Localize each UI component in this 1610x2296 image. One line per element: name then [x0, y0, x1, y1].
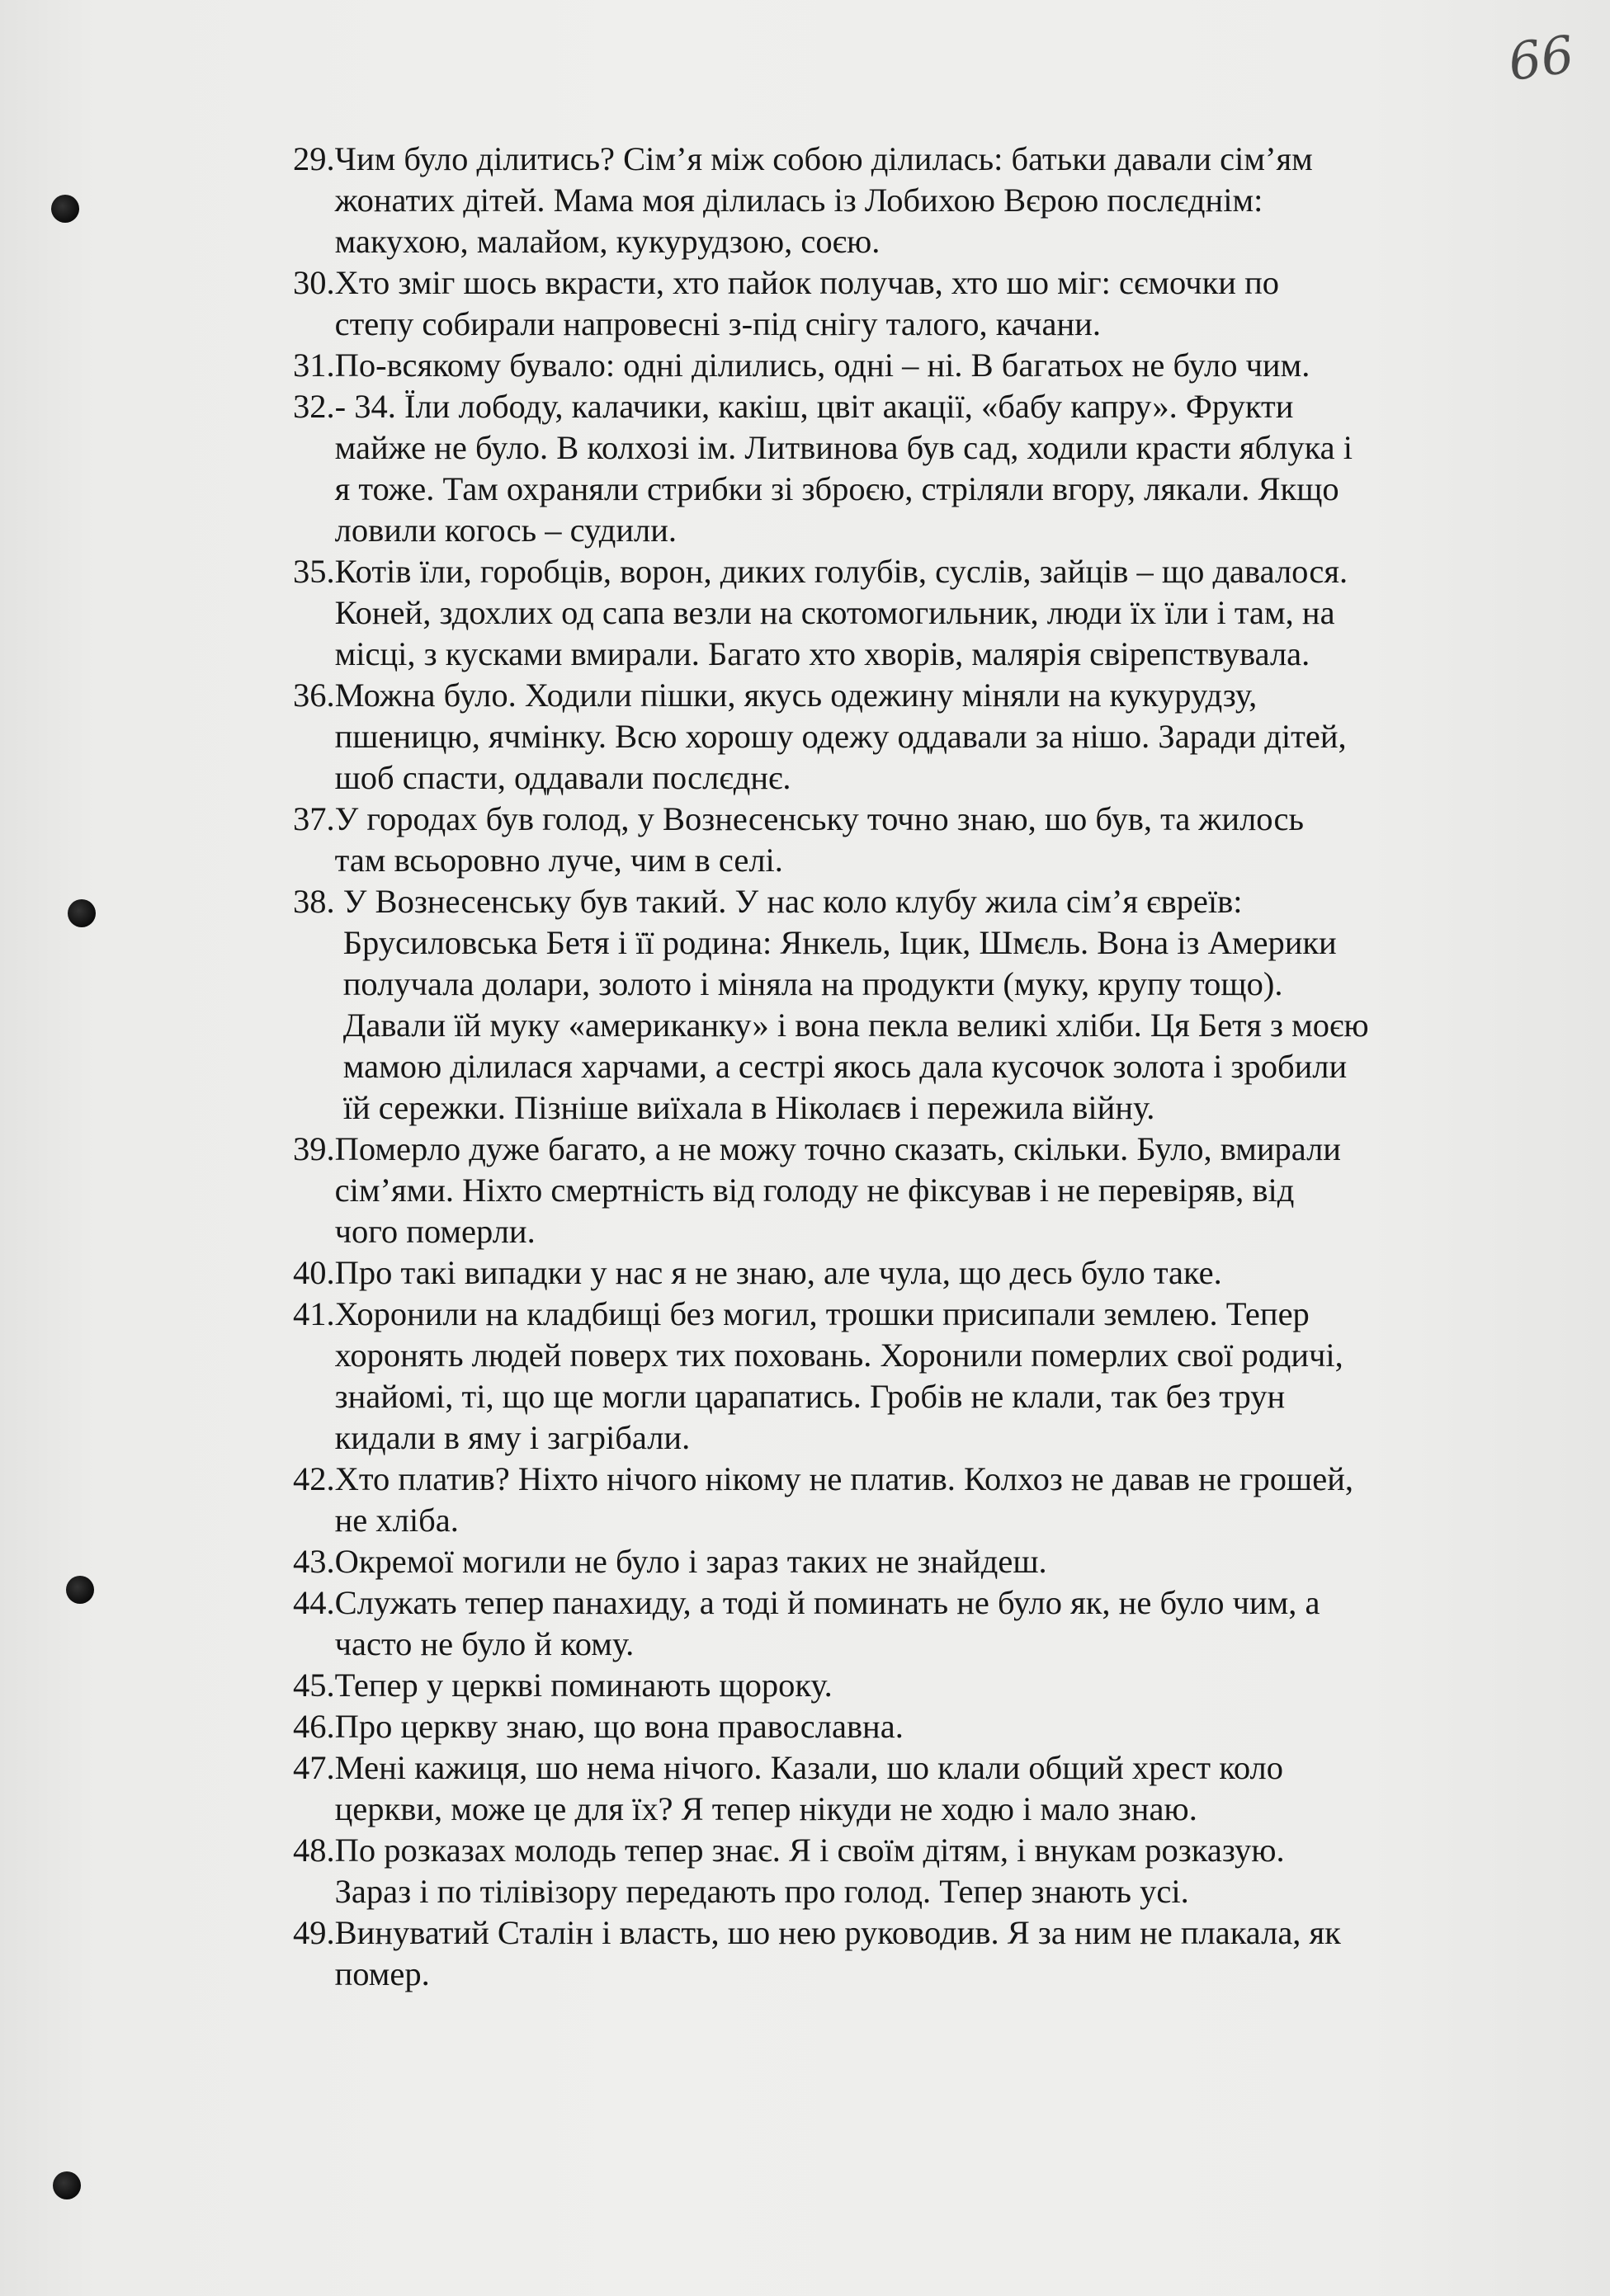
answer-item [293, 675, 1531, 799]
answer-text-line: ловили когось – судили. [334, 512, 677, 549]
answer-text-line: часто не було й кому. [334, 1625, 635, 1662]
answer-text-line: Окремої могили не було і зараз таких не знайдеш. [334, 1543, 1047, 1580]
answer-number: 48. [293, 1832, 335, 1869]
answer-item [293, 262, 1531, 345]
answer-text [335, 386, 1353, 551]
answer-item [293, 1912, 1531, 1995]
answer-number: 38. [293, 883, 343, 920]
answer-item [293, 1252, 1531, 1294]
answer-text [335, 262, 1279, 345]
answer-text-line: Можна було. Ходили пішки, якусь одежину міняли на кукурудзу, [334, 677, 1258, 714]
answers-list [293, 139, 1531, 1995]
answer-number: 36. [293, 677, 335, 714]
answer-text-line: шоб спасти, оддавали послєднє. [334, 759, 791, 796]
answer-number: 49. [293, 1914, 335, 1951]
answer-text-line: Про такі випадки у нас я не знаю, але чула, що десь було таке. [334, 1254, 1222, 1291]
answer-text-line: Винуватий Сталін і власть, шо нею руководив. Я за ним не плакала, як [334, 1914, 1341, 1951]
answer-text [335, 1294, 1343, 1459]
answer-text-line: помер. [334, 1955, 430, 1992]
answer-item [293, 1706, 1531, 1747]
answer-text [335, 1912, 1341, 1995]
answer-item [293, 1830, 1531, 1912]
answer-text-line: місці, з кусками вмирали. Багато хто хворів, малярія свірепствувала. [334, 635, 1310, 672]
answer-text-line: Про церкву знаю, що вона православна. [334, 1708, 904, 1745]
answer-item [293, 799, 1531, 881]
answer-text-line: Чим було ділитись? Сім’я між собою ділилась: батьки давали сім’ям [334, 140, 1313, 177]
answer-number: 42. [293, 1460, 335, 1497]
answer-text [335, 1706, 904, 1747]
answer-item [293, 1294, 1531, 1459]
answer-number: 35. [293, 553, 335, 590]
answer-text [335, 139, 1313, 262]
answer-text [335, 1747, 1283, 1830]
answer-text [343, 881, 1369, 1129]
punch-hole-icon [66, 1576, 94, 1604]
answer-item [293, 386, 1531, 551]
answer-text [335, 1129, 1341, 1252]
answer-number: 32. [293, 388, 335, 425]
answer-number: 30. [293, 264, 335, 301]
answer-item [293, 1459, 1531, 1541]
answer-text [335, 799, 1304, 881]
answer-text-line: Мені кажиця, шо нема нічого. Казали, шо клали общий хрест коло [334, 1749, 1283, 1786]
answer-text-line: пшеницю, ячмінку. Всю хорошу одежу оддавали за нішо. Заради дітей, [334, 718, 1347, 755]
answer-text-line: Коней, здохлих од сапа везли на скотомогильник, люди їх їли і там, на [334, 594, 1335, 631]
answer-item [293, 1582, 1531, 1665]
answer-text-line: Померло дуже багато, а не можу точно сказать, скільки. Було, вмирали [334, 1130, 1341, 1167]
answer-number: 43. [293, 1543, 335, 1580]
answer-item [293, 1665, 1531, 1706]
answer-text-line: мамою ділилася харчами, а сестрі якось дала кусочок золота і зробили [342, 1048, 1348, 1085]
answer-text-line: знайомі, ті, що ще могли царапатись. Гробів не клали, так без трун [334, 1378, 1286, 1415]
answer-text [335, 1252, 1222, 1294]
answer-text-line: По-всякому бувало: одні ділились, одні – ні. В багатьох не було чим. [334, 347, 1310, 384]
answer-text-line: сім’ями. Ніхто смертність від голоду не фіксував і не перевіряв, від [334, 1172, 1295, 1209]
answer-item [293, 1541, 1531, 1582]
answer-number: 37. [293, 800, 335, 837]
answer-text-line: Брусиловська Бетя і її родина: Янкель, Іцик, Шмєль. Вона із Америки [342, 924, 1337, 961]
answer-text-line: жонатих дітей. Мама моя ділилась із Лобихою Вєрою послєднім: [334, 182, 1263, 219]
answer-number: 45. [293, 1667, 335, 1704]
answer-text-line: хоронять людей поверх тих поховань. Хоронили померлих свої родичі, [334, 1337, 1343, 1374]
answer-text [335, 1459, 1353, 1541]
answer-text-line: Давали їй муку «американку» і вона пекла великі хліби. Ця Бетя з моєю [342, 1007, 1369, 1044]
answer-number: 29. [293, 140, 335, 177]
answer-text [335, 345, 1310, 386]
answer-number: 47. [293, 1749, 335, 1786]
answer-item [293, 551, 1531, 675]
answer-text-line: їй сережки. Пізніше виїхала в Ніколаєв і пережила війну. [342, 1089, 1155, 1126]
answer-text-line: Хто платив? Ніхто нічого нікому не платив. Колхоз не давав не грошей, [334, 1460, 1354, 1497]
answer-text-line: там всьоровно луче, чим в селі. [334, 842, 783, 879]
answer-text-line: степу собирали напровесні з-під снігу талого, качани. [334, 305, 1101, 342]
answer-text-line: получала долари, золото і міняла на продукти (муку, крупу тощо). [342, 965, 1283, 1002]
punch-hole-icon [53, 2171, 81, 2199]
answer-number: 41. [293, 1295, 335, 1332]
answer-text-line: макухою, малайом, кукурудзою, соєю. [334, 223, 881, 260]
answer-text-line: У городах був голод, у Вознесенську точно знаю, шо був, та жилось [334, 800, 1304, 837]
answer-item [293, 345, 1531, 386]
answer-text-line: Хоронили на кладбищі без могил, трошки присипали землею. Тепер [334, 1295, 1310, 1332]
answer-text-line: Служать тепер панахиду, а тоді й поминать не було як, не було чим, а [334, 1584, 1320, 1621]
punch-hole-icon [68, 899, 96, 927]
answer-item [293, 1129, 1531, 1252]
answer-text-line: Котів їли, горобців, ворон, диких голубів, суслів, зайців – що давалося. [334, 553, 1348, 590]
answer-text [335, 1665, 833, 1706]
answer-number: 39. [293, 1130, 335, 1167]
answer-text [335, 1830, 1285, 1912]
answer-item [293, 139, 1531, 262]
answer-text [335, 551, 1348, 675]
answer-text-line: Хто зміг шось вкрасти, хто пайок получав, хто шо міг: сємочки по [334, 264, 1279, 301]
answer-item [293, 1747, 1531, 1830]
answer-number: 40. [293, 1254, 335, 1291]
answer-number: 31. [293, 347, 335, 384]
answer-text-line: - 34. Їли лободу, калачики, какіш, цвіт акації, «бабу капру». Фрукти [334, 388, 1294, 425]
answer-text-line: У Вознесенську був такий. У нас коло клубу жила сім’я євреїв: [342, 883, 1243, 920]
answer-number: 46. [293, 1708, 335, 1745]
answer-text-line: не хліба. [334, 1502, 459, 1539]
answer-text [335, 675, 1347, 799]
answer-text-line: кидали в яму і загрібали. [334, 1419, 691, 1456]
answer-text-line: По розказах молодь тепер знає. Я і своїм дітям, і внукам розказую. [334, 1832, 1285, 1869]
punch-hole-icon [51, 195, 79, 223]
answer-text-line: я тоже. Там охраняли стрибки зі зброєю, стріляли вгору, лякали. Якщо [334, 470, 1339, 507]
answer-text-line: майже не було. В колхозі ім. Литвинова був сад, ходили красти яблука і [334, 429, 1353, 466]
answer-number: 44. [293, 1584, 335, 1621]
answer-text [335, 1541, 1047, 1582]
handwritten-page-number: 66 [1504, 23, 1578, 93]
answer-text-line: Зараз і по тілівізору передають про голод. Тепер знають усі. [334, 1873, 1189, 1910]
answer-text-line: чого померли. [334, 1213, 536, 1250]
answer-text-line: Тепер у церкві поминають щороку. [334, 1667, 833, 1704]
answer-text-line: церкви, може це для їх? Я тепер нікуди не ходю і мало знаю. [334, 1790, 1197, 1827]
answer-item [293, 881, 1531, 1129]
answer-text [335, 1582, 1320, 1665]
